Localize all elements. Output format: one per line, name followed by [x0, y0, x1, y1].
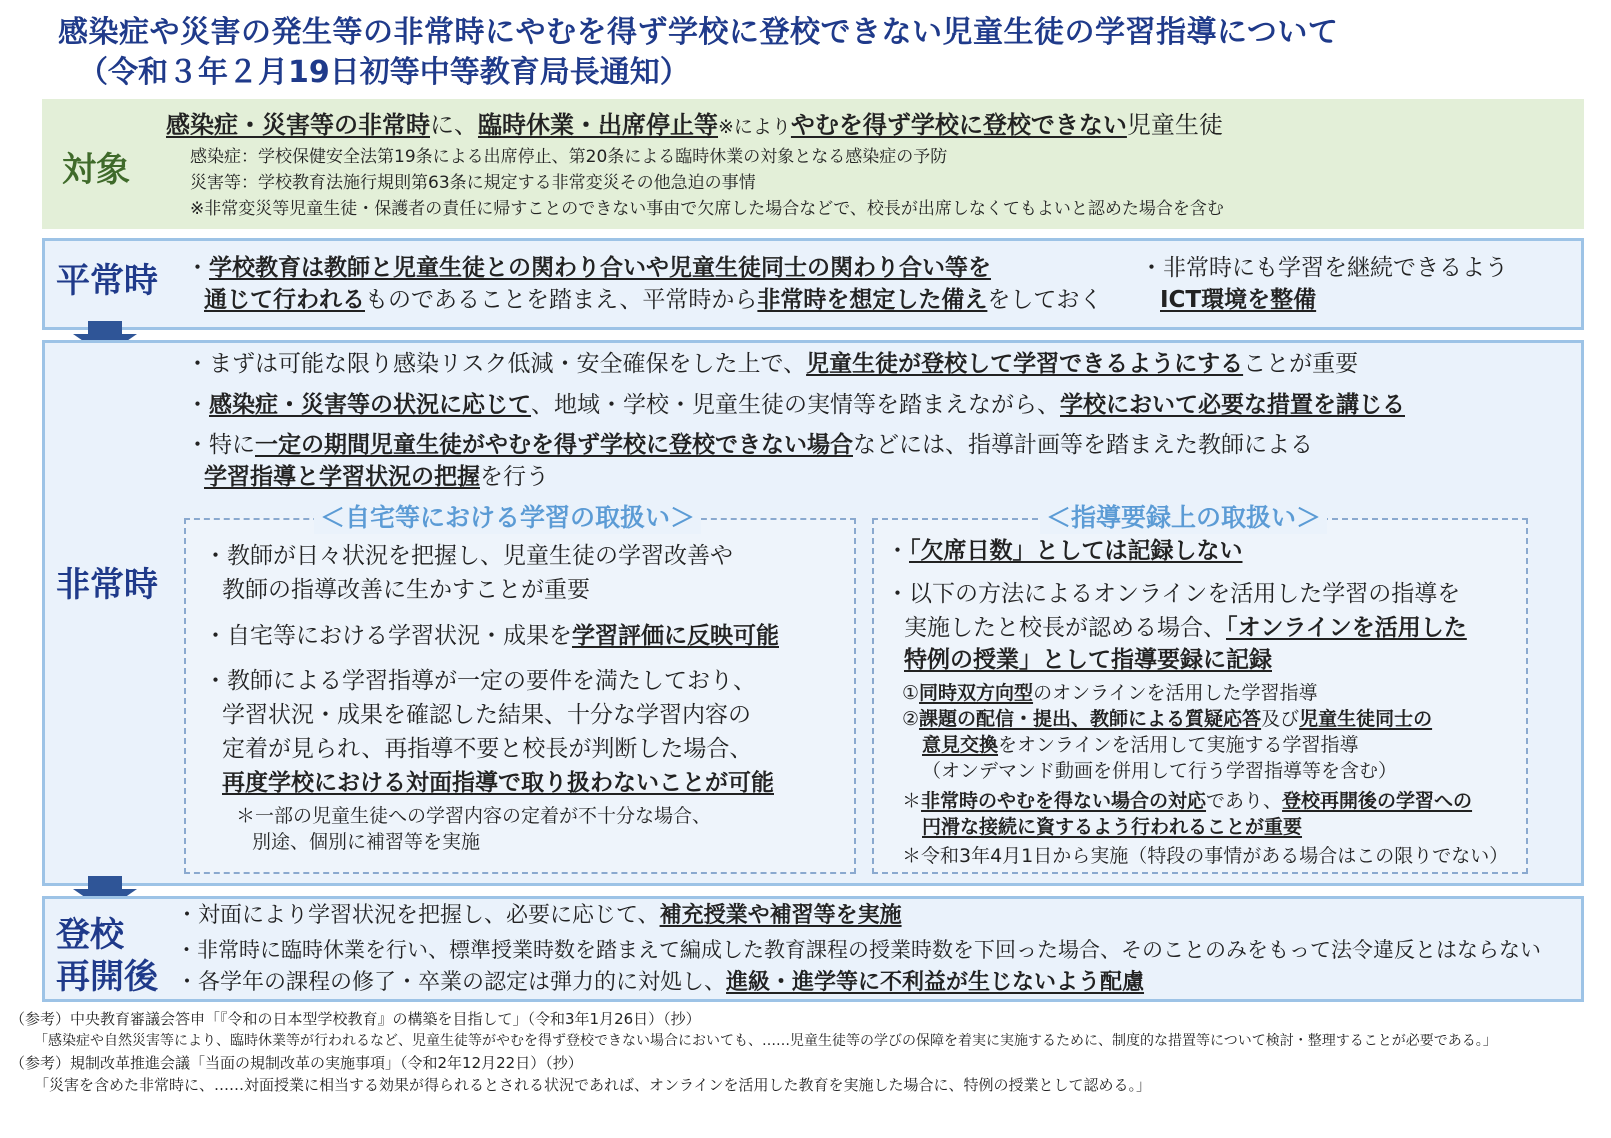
resume-line-1: ・対面により学習状況を把握し、必要に応じて、補充授業や補習等を実施 — [176, 903, 902, 928]
normal-right-2: ICT環境を整備 — [1160, 287, 1317, 313]
page-title: 感染症や災害の発生等の非常時にやむを得ず学校に登校できない児童生徒の学習指導について — [58, 15, 1339, 50]
home-learning-heading: ＜自宅等における学習の取扱い＞ — [314, 502, 701, 534]
normal-right-1: ・非常時にも学習を継続できるよう — [1140, 255, 1508, 281]
record-note-1: ＊非常時のやむを得ない場合の対応であり、登校再開後の学習への — [902, 790, 1473, 812]
record-sub-1: ①同時双方向型のオンラインを活用した学習指導 — [902, 682, 1318, 704]
emergency-point-1: ・まずは可能な限り感染リスク低減・安全確保をした上で、児童生徒が登校して学習できるようにすることが重要 — [186, 351, 1359, 377]
record-item-2a: ・以下の方法によるオンラインを活用した学習の指導を — [886, 581, 1461, 607]
home-note-2: 別途、個別に補習等を実施 — [252, 831, 481, 853]
emergency-point-3: ・特に一定の期間児童生徒がやむを得ず学校に登校できない場合などには、指導計画等を踏まえた教師による — [186, 432, 1313, 458]
target-note-asterisk: ※非常変災等児童生徒・保護者の責任に帰すことのできない事由で欠席した場合などで、校長が出席しなくてもよいと認めた場合を含む — [190, 199, 1224, 219]
target-note-disaster: 災害等：学校教育法施行規則第63条に規定する非常変災その他急迫の事情 — [190, 173, 756, 193]
normal-line-2: 通じて行われるものであることを踏まえ、平常時から非常時を想定した備えをしておく — [204, 287, 1103, 313]
arrow-down-icon-2 — [88, 876, 122, 890]
footnote-ref-1: （参考）中央教育審議会答申「『令和の日本型学校教育』の構築を目指して」（令和3年1月26日）（抄） — [10, 1010, 701, 1028]
resume-label-2: 再開後 — [56, 957, 158, 997]
home-item-1a: ・教師が日々状況を把握し、児童生徒の学習改善や — [204, 543, 733, 569]
emergency-point-2: ・感染症・災害等の状況に応じて、地域・学校・児童生徒の実情等を踏まえながら、学校において必要な措置を講じる — [186, 392, 1405, 418]
normal-label: 平常時 — [56, 261, 158, 301]
record-sub-2-cont: 意見交換をオンラインを活用して実施する学習指導 — [922, 734, 1359, 756]
record-heading: ＜指導要録上の取扱い＞ — [1040, 502, 1327, 534]
home-item-3c: 定着が見られ、再指導不要と校長が判断した場合、 — [222, 736, 753, 762]
home-note-1: ＊一部の児童生徒への学習内容の定着が不十分な場合、 — [236, 805, 712, 827]
emergency-point-4: 学習指導と学習状況の把握を行う — [204, 464, 549, 490]
home-item-2: ・自宅等における学習状況・成果を学習評価に反映可能 — [204, 623, 779, 649]
record-sub-2: ②課題の配信・提出、教師による質疑応答及び児童生徒同士の — [902, 708, 1433, 730]
footnote-quote-1: 「感染症や自然災害等により、臨時休業等が行われるなど、児童生徒等がやむを得ず登校できない場合においても、……児童生徒等の学びの保障を着実に実施するために、制度的な措置等について検討・整理することが必要である。」 — [34, 1033, 1497, 1049]
normal-line-1: ・学校教育は教師と児童生徒との関わり合いや児童生徒同士の関わり合い等を — [186, 255, 991, 281]
record-sub-2-paren: （オンデマンド動画を併用して行う学習指導等を含む） — [922, 760, 1398, 782]
home-item-3d: 再度学校における対面指導で取り扱わないことが可能 — [222, 770, 774, 796]
footnote-ref-2: （参考）規制改革推進会議「当面の規制改革の実施事項」（令和2年12月22日）（抄） — [10, 1054, 583, 1072]
home-item-3a: ・教師による学習指導が一定の要件を満たしており、 — [204, 668, 756, 694]
record-item-2b: 実施したと校長が認める場合、「オンラインを活用した — [904, 615, 1467, 641]
resume-label-1: 登校 — [56, 915, 124, 955]
home-item-1b: 教師の指導改善に生かすことが重要 — [222, 577, 590, 603]
footnote-quote-2: 「災害を含めた非常時に、……対面授業に相当する効果が得られるとされる状況であれば、オンラインを活用した教育を実施した場合に、特例の授業として認める。」 — [34, 1076, 1152, 1094]
page-subtitle: （令和３年２月19日初等中等教育局長通知） — [78, 55, 690, 90]
resume-line-3: ・各学年の課程の修了・卒業の認定は弾力的に対処し、進級・進学等に不利益が生じないよう配慮 — [176, 970, 1145, 995]
record-item-2d: 特例の授業」として指導要録に記録 — [904, 647, 1272, 673]
target-note-infection: 感染症：学校保健安全法第19条による出席停止、第20条による臨時休業の対象となる感染症の予防 — [190, 147, 948, 167]
home-item-3b: 学習状況・成果を確認した結果、十分な学習内容の — [222, 702, 751, 728]
record-note-2: ＊令和3年4月1日から実施（特段の事情がある場合はこの限りでない） — [902, 845, 1509, 867]
arrow-down-icon — [88, 321, 122, 335]
emergency-label: 非常時 — [56, 565, 158, 605]
target-main-text: 感染症・災害等の非常時に、臨時休業・出席停止等※によりやむを得ず学校に登校できない児童生徒 — [166, 111, 1223, 139]
resume-line-2: ・非常時に臨時休業を行い、標準授業時数を踏まえて編成した教育課程の授業時数を下回った場合、そのことのみをもって法令違反とはならない — [176, 938, 1541, 962]
target-label: 対象 — [62, 150, 130, 190]
record-item-1: ・「欠席日数」としては記録しない — [886, 538, 1243, 564]
record-note-1-cont: 円滑な接続に資するよう行われることが重要 — [922, 816, 1303, 838]
